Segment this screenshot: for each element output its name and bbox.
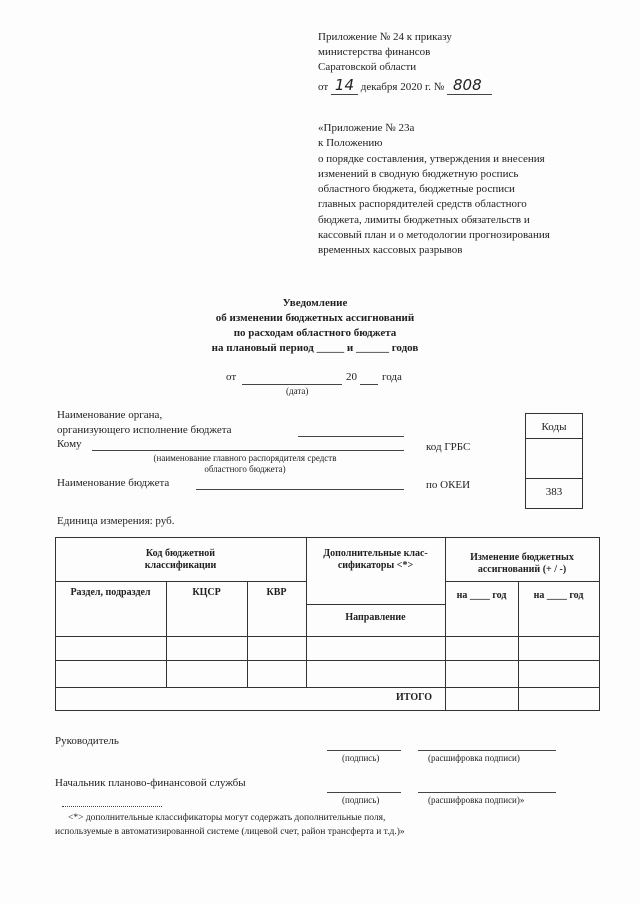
org-label-1: Наименование органа, xyxy=(57,409,163,421)
header-additional-classifiers xyxy=(306,548,445,572)
codes-divider-1 xyxy=(525,438,583,439)
col-year2: на ____ год xyxy=(533,590,584,601)
unit-label: Единица измерения: руб. xyxy=(57,515,175,527)
header-group1-line1: Код бюджетной xyxy=(145,548,216,559)
order-number: 808 xyxy=(447,76,492,95)
footnote-line1: <*> дополнительные классификаторы могут содержать дополнительные поля, xyxy=(68,813,386,823)
header-group2-line2: сификаторы <*> xyxy=(337,560,414,571)
table-hline xyxy=(55,636,599,637)
date-year-blank xyxy=(360,384,378,385)
head-sign-blank xyxy=(327,750,401,751)
col-kcsr: КЦСР xyxy=(192,587,221,598)
table-hline xyxy=(306,604,445,605)
to-caption xyxy=(120,453,370,475)
regulation-line: бюджета, лимиты бюджетных обязательств и xyxy=(318,213,530,226)
col-year1: на ____ год xyxy=(456,590,507,601)
order-date-line xyxy=(318,76,492,94)
footnote-separator xyxy=(62,806,162,807)
regulation-line: кассовый план и о методологии прогнозирования xyxy=(318,229,550,242)
chief-decode-blank xyxy=(418,792,556,793)
table-hline xyxy=(55,581,306,582)
regulation-line: областного бюджета, бюджетные росписи xyxy=(318,183,515,196)
budget-label: Наименование бюджета xyxy=(57,477,170,489)
head-decode-caption: (расшифровка подписи) xyxy=(428,753,520,763)
codes-okei-value: 383 xyxy=(545,486,563,498)
okei-label: по ОКЕИ xyxy=(426,479,471,491)
to-field-blank xyxy=(92,450,404,451)
org-label-2: организующего исполнение бюджета xyxy=(57,424,232,436)
chief-sign-blank xyxy=(327,792,401,793)
order-date-day: 14 xyxy=(331,76,358,95)
org-field-blank xyxy=(298,436,404,437)
regulation-line: о порядке составления, утверждения и внесения xyxy=(318,152,545,165)
chief-label: Начальник планово-финансовой службы xyxy=(55,777,246,789)
footnote-line2: используемые в автоматизированной системе (лицевой счет, район трансферта и т.д.)» xyxy=(55,827,405,837)
title-line4: на плановый период _____ и ______ годов xyxy=(211,342,419,354)
regulation-line: «Приложение № 23а xyxy=(318,122,415,134)
regulation-line: к Положению xyxy=(318,137,383,150)
title-line1: Уведомление xyxy=(282,297,348,309)
chief-sign-caption: (подпись) xyxy=(342,795,380,805)
regulation-line: временных кассовых разрывов xyxy=(318,244,463,257)
table-hline xyxy=(55,660,599,661)
header-changes xyxy=(445,552,599,576)
date-day-month-blank xyxy=(242,384,342,385)
order-date-rest: декабря 2020 г. № xyxy=(360,81,445,93)
document-title xyxy=(150,296,480,356)
title-line2: об изменении бюджетных ассигнований xyxy=(215,312,415,324)
date-caption: (дата) xyxy=(286,386,309,396)
col-kvr: КВР xyxy=(266,587,287,598)
grbs-label: код ГРБС xyxy=(426,441,471,453)
col-direction: Направление xyxy=(345,612,406,623)
to-caption-2: областного бюджета) xyxy=(204,464,286,474)
total-label: ИТОГО xyxy=(396,692,432,703)
order-date-prefix: от xyxy=(318,81,329,93)
regulation-header xyxy=(318,121,550,259)
header-group3-line2: ассигнований (+ / -) xyxy=(477,564,567,575)
head-decode-blank xyxy=(418,750,556,751)
budget-field-blank xyxy=(196,489,404,490)
head-label: Руководитель xyxy=(55,735,119,747)
table-hline xyxy=(55,687,599,688)
header-budget-classification xyxy=(55,548,306,572)
table-hline xyxy=(445,581,599,582)
chief-decode-caption: (расшифровка подписи)» xyxy=(428,795,525,805)
header-group3-line1: Изменение бюджетных xyxy=(470,552,574,563)
header-group1-line2: классификации xyxy=(144,560,217,571)
regulation-line: главных распорядителей средств областного xyxy=(318,198,527,211)
to-caption-1: (наименование главного распорядителя средств xyxy=(153,453,337,463)
codes-divider-2 xyxy=(525,478,583,479)
header-group2-line1: Дополнительные клас- xyxy=(323,548,428,559)
title-line3: по расходам областного бюджета xyxy=(233,327,397,339)
codes-header: Коды xyxy=(541,421,567,433)
col-section: Раздел, подраздел xyxy=(70,587,151,598)
date-year-prefix: 20 xyxy=(346,371,357,383)
regulation-line: изменений в сводную бюджетную роспись xyxy=(318,167,519,180)
date-suffix: года xyxy=(382,371,402,383)
order-header-line1: Приложение № 24 к приказу xyxy=(318,31,452,43)
head-sign-caption: (подпись) xyxy=(342,753,380,763)
to-label: Кому xyxy=(57,438,82,450)
date-prefix: от xyxy=(226,371,237,383)
order-header-line3: Саратовской области xyxy=(318,61,417,73)
order-header-line2: министерства финансов xyxy=(318,46,431,58)
